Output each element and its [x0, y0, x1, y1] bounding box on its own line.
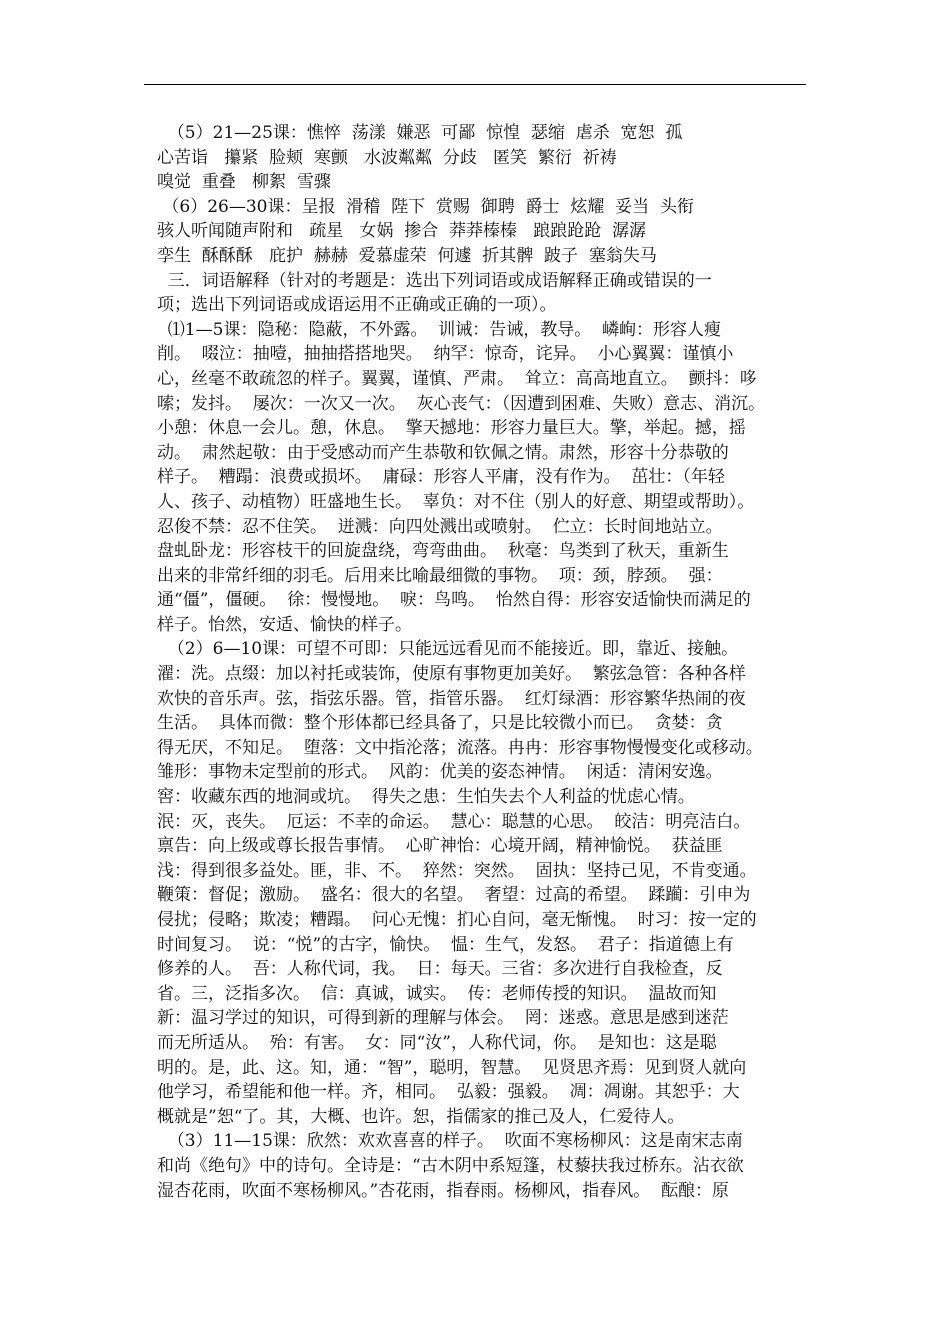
text-line: 雏形：事物未定型前的形式。 风韵：优美的姿态神情。 闲适：清闲安逸。	[157, 762, 723, 783]
text-line: （5）21—25课：憔悴 荡漾 嫌恶 可鄙 惊惶 瑟缩 虐杀 宽恕 孤	[157, 123, 683, 143]
text-line: 孪生 酥酥酥 庇护 赫赫 爱慕虚荣 何遽 折其髀 跛子 塞翁失马	[157, 245, 657, 266]
text-line: 三．词语解释（针对的考题是：选出下列词语或成语解释正确或错误的一	[157, 270, 712, 291]
text-line: 湿杏花雨，吹面不寒杨柳风。”杏花雨，指春雨。杨柳风，指春风。 酝酿：原	[157, 1180, 729, 1201]
text-line: 他学习，希望能和他一样。齐，相同。 弘毅：强毅。 凋：凋谢。其恕乎：大	[157, 1082, 740, 1103]
text-line: （6）26—30课：呈报 滑稽 陛下 赏赐 御聘 爵士 炫耀 妥当 头衔	[157, 196, 694, 217]
text-line: 盘虬卧龙：形容枝干的回旋盘绕，弯弯曲曲。 秋毫：鸟类到了秋天，重新生	[157, 541, 729, 562]
document-body	[157, 121, 793, 1203]
text-line: （2）6—10课：可望不可即：只能远远看见而不能接近。即，靠近、接触。	[157, 639, 739, 660]
text-line: 得无厌，不知足。 堕落：文中指沦落；流落。冉冉：形容事物慢慢变化或移动。	[157, 737, 763, 758]
text-line: 时间复习。 说：“悦”的古字，愉快。 愠：生气，发怒。 君子：指道德上有	[157, 934, 734, 955]
text-line: 动。 肃然起敬：由于受感动而产生恭敬和钦佩之情。肃然，形容十分恭敬的	[157, 442, 729, 463]
text-line: 样子。 糟蹋：浪费或损坏。 庸碌：形容人平庸，没有作为。 茁壮：（年轻	[157, 467, 725, 488]
text-line: 欢快的音乐声。弦，指弦乐器。管，指管乐器。 红灯绿酒：形容繁华热闹的夜	[157, 688, 746, 709]
text-line: ⑴1—5课：隐秘：隐蔽，不外露。 训诫：告诫，教导。 嶙峋：形容人瘦	[157, 319, 722, 340]
text-line: 新：温习学过的知识，可得到新的理解与体会。 罔：迷惑。意思是感到迷茫	[157, 1008, 729, 1029]
text-line: 侵扰；侵略；欺凌；糟蹋。 问心无愧：扪心自问，毫无惭愧。 时习：按一定的	[157, 910, 757, 930]
text-line: 心苦诣 攥紧 脸颊 寒颤 水波粼粼 分歧 匿笑 繁衍 祈祷	[157, 147, 617, 168]
text-line: 概就是”恕“了。其，大概、也许。恕，指儒家的推己及人，仁爱待人。	[157, 1106, 685, 1127]
text-line: 出来的非常纤细的羽毛。后用来比喻最细微的事物。 项：颈，脖颈。 强：	[157, 565, 723, 586]
text-line: 而无所适从。 殆：有害。 女：同“汝”，人称代词，你。 是知也：这是聪	[157, 1032, 717, 1053]
header-rule	[144, 84, 806, 85]
text-line: 浅：得到很多益处。匪，非、不。 猝然：突然。 固执：坚持己见，不肯变通。	[157, 860, 757, 881]
text-line: 濯：洗。点缀：加以衬托或装饰，使原有事物更加美好。 繁弦急管：各种各样	[157, 664, 746, 685]
text-line: 明的。是，此、这。知，通：“智”，聪明，智慧。 见贤思齐焉：见到贤人就向	[157, 1057, 747, 1078]
text-line: 项；选出下列词语或成语运用不正确或正确的一项）。	[157, 295, 557, 316]
text-line: 样子。怡然，安适、愉快的样子。	[157, 614, 412, 635]
text-line: 嗅觉 重叠 柳絮 雪骤	[157, 172, 331, 193]
text-line: 鞭策：督促；激励。 盛名：很大的名望。 奢望：过高的希望。 蹂躏：引申为	[157, 885, 751, 906]
text-line: 骇人听闻随声附和 疏星 女娲 掺合 莽莽榛榛 踉踉跄跄 潺潺	[157, 221, 647, 242]
text-line: 心，丝毫不敢疏忽的样子。翼翼，谨慎、严肃。 耸立：高高地直立。 颤抖：哆	[157, 368, 757, 389]
text-line: 修养的人。 吾：人称代词，我。 日：每天。三省：多次进行自我检查，反	[157, 959, 723, 980]
text-line: 嗦；发抖。 屡次：一次又一次。 灰心丧气：（因遭到困难、失败）意志、消沉。	[157, 393, 766, 414]
text-line: 窖：收藏东西的地洞或坑。 得失之患：生怕失去个人利益的忧虑心情。	[157, 787, 695, 808]
text-line: （3）11—15课：欣然：欢欢喜喜的样子。 吹面不寒杨柳风：这是南宋志南	[157, 1131, 743, 1152]
text-line: 通“僵”，僵硬。 徐：慢慢地。 唳：鸟鸣。 怡然自得：形容安适愉快而满足的	[157, 590, 751, 611]
text-line: 人、孩子、动植物）旺盛地生长。 辜负：对不住（别人的好意、期望或帮助）。	[157, 491, 755, 512]
text-line: 禀告：向上级或尊长报告事情。 心旷神怡：心境开阔，精神愉悦。 获益匪	[157, 836, 723, 857]
text-line: 和尚《绝句》中的诗句。全诗是：“古木阴中系短篷，杖藜扶我过桥东。沾衣欲	[157, 1155, 744, 1176]
text-line: 削。 啜泣：抽噎，抽抽搭搭地哭。 纳罕：惊奇，诧异。 小心翼翼：谨慎小	[157, 344, 734, 365]
text-line: 泯：灭，丧失。 厄运：不幸的命运。 慧心：聪慧的心思。 皎洁：明亮洁白。	[157, 811, 751, 832]
text-line: 生活。 具体而微：整个形体都已经具备了，只是比较微小而已。 贪婪：贪	[157, 713, 723, 734]
text-line: 省。三，泛指多次。 信：真诚，诚实。 传：老师传授的知识。 温故而知	[157, 983, 717, 1004]
text-line: 小憩：休息一会儿。憩，休息。 擎天撼地：形容力量巨大。擎，举起。撼，摇	[157, 418, 746, 439]
text-line: 忍俊不禁：忍不住笑。 迸溅：向四处溅出或喷射。 伫立：长时间地站立。	[157, 516, 723, 537]
